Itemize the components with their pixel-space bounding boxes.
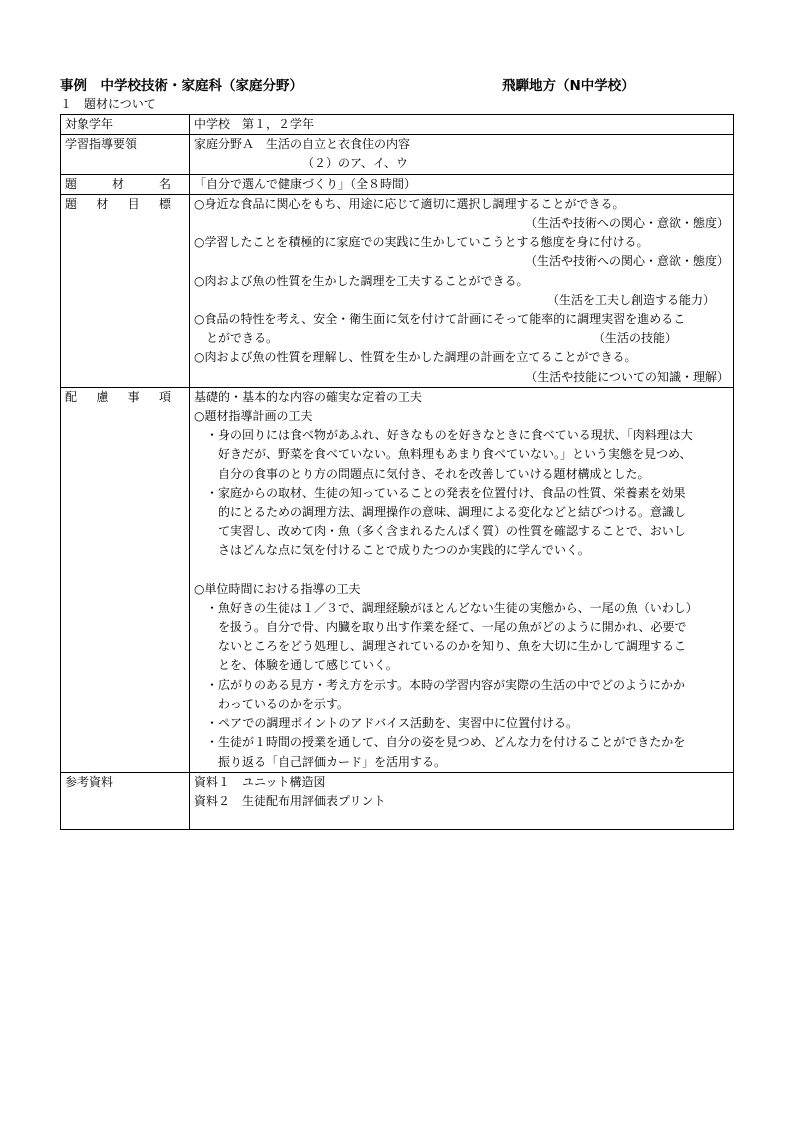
considerations-label	[61, 387, 190, 772]
guideline-line: 家庭分野Ａ 生活の自立と衣食住の内容	[194, 137, 411, 152]
bullet-line: ・広がりのある見方・考え方を示す。本時の学習内容が実際の生活の中でどのようにかか	[206, 677, 686, 692]
considerations-label-char: 事	[127, 389, 140, 404]
reference-item: 資料２ 生徒配布用評価表プリント	[194, 793, 386, 808]
goal-viewpoint: （生活の技能）	[592, 331, 677, 346]
bullet-line: ・家庭からの取材、生徒の知っていることの発表を位置付け、食品の性質、栄養素を効果	[206, 485, 686, 500]
bullet-item	[194, 599, 729, 676]
considerations-heading: 基礎的・基本的な内容の確実な定着の工夫	[194, 389, 423, 404]
goal-item: ○肉および魚の性質を理解し、性質を生かした調理の計画を立てることができる。	[194, 350, 637, 365]
lesson-plan-table	[60, 114, 734, 830]
bullet-line: わっているのかを示す。	[218, 696, 349, 711]
school-region: 飛騨地方（N中学校）	[502, 78, 635, 94]
goal-item: ○身近な食品に関心をもち、用途に応じて適切に選択し調理することができる。	[194, 196, 625, 211]
bullet-item	[194, 426, 729, 484]
considerations-label-char: 配	[65, 389, 78, 404]
subject-label-char: 題	[65, 176, 78, 191]
goal-item: ○学習したことを積極的に家庭での実践に生かしていこうとする態度を身に付ける。	[194, 235, 649, 250]
bullet-line: ・生徒が１時間の授業を通して、自分の姿を見つめ、どんな力を付けることができたかを	[206, 735, 686, 750]
references-label: 参考資料	[61, 772, 190, 829]
guideline-label: 学習指導要領	[61, 135, 190, 174]
bullet-line: とを、体験を通して感じていく。	[218, 658, 398, 673]
goal-item: ○肉および魚の性質を生かした調理を工夫することができる。	[194, 273, 529, 288]
goals-label	[61, 194, 190, 387]
page-header	[60, 74, 734, 92]
table-row-references	[61, 772, 734, 829]
document-title: 事例 中学校技術・家庭科（家庭分野）	[60, 78, 303, 94]
considerations-subheading: ○題材指導計画の工夫	[194, 409, 313, 424]
reference-item: 資料１ ユニット構造図	[194, 774, 326, 789]
bullet-line: さはどんな点に気を付けることで成りたつのか実践的に学んでいく。	[218, 543, 590, 558]
subject-label-char: 材	[111, 176, 124, 191]
subject-label	[61, 174, 190, 194]
goal-viewpoint: （生活や技術への関心・意欲・態度）	[524, 216, 729, 231]
table-row-guideline	[61, 135, 734, 174]
bullet-line: ないところをどう処理し、調理されているのかを知り、魚を大切に生かして調理するこ	[218, 639, 687, 654]
table-row-considerations	[61, 387, 734, 772]
bullet-item	[194, 714, 729, 733]
table-row-subject	[61, 174, 734, 194]
bullet-line: 自分の食事のとり方の問題点に気付き、それを改善していける題材構成とした。	[218, 466, 650, 481]
section-title: １ 題材について	[60, 97, 156, 111]
goal-viewpoint: （生活や技能についての知識・理解）	[525, 369, 729, 384]
bullet-item	[194, 484, 729, 561]
considerations-value	[190, 387, 734, 772]
subject-label-char: 名	[158, 176, 171, 191]
grade-value: 中学校 第１，２学年	[190, 115, 734, 135]
considerations-label-char: 慮	[96, 389, 109, 404]
bullet-line: ・身の回りには食べ物があふれ、好きなものを好きなときに食べている現状、「肉料理は大	[206, 428, 693, 443]
bullet-line: て実習し、改めて肉・魚（多く含まれるたんぱく質）の性質を確認することで、おいし	[218, 524, 686, 539]
goal-item-continued: とができる。	[206, 331, 279, 346]
goals-label-char: 材	[96, 196, 109, 211]
bullet-line: 振り返る「自己評価カード」を活用する。	[218, 754, 447, 769]
table-row-goals	[61, 194, 734, 387]
bullet-line: 好きだが、野菜を食べていない。魚料理もあまり食べていない。」という実態を見つめ、	[218, 447, 692, 462]
bullet-line: ・ペアでの調理ポイントのアドバイス活動を、実習中に位置付ける。	[206, 716, 579, 731]
grade-label: 対象学年	[61, 115, 190, 135]
table-row-grade	[61, 115, 734, 135]
bullet-line: 的にとるための調理方法、調理操作の意味、調理による変化などと結びつける。意識し	[218, 505, 687, 520]
subject-value: 「自分で選んで健康づくり」（全８時間）	[190, 174, 734, 194]
goals-value	[190, 194, 734, 387]
bullet-line: ・魚好きの生徒は１／３で、調理経験がほとんどない生徒の実態から、一尾の魚（いわし）	[206, 600, 698, 615]
goal-item: ○食品の特性を考え、安全・衛生面に気を付けて計画にそって能率的に調理実習を進めるこ	[194, 312, 686, 327]
considerations-label-char: 項	[158, 389, 171, 404]
spacer	[194, 561, 729, 580]
references-value	[190, 772, 734, 829]
bullet-item	[194, 733, 729, 771]
bullet-item	[194, 676, 729, 714]
goal-viewpoint: （生活を工夫し創造する能力）	[546, 292, 715, 307]
goals-label-char: 目	[127, 196, 140, 211]
considerations-subheading: ○単位時間における指導の工夫	[194, 581, 361, 596]
bullet-line: を扱う。自分で骨、内臓を取り出す作業を経て、一尾の魚がどのように開かれ、必要で	[218, 620, 687, 635]
goal-viewpoint: （生活や技術への関心・意欲・態度）	[524, 254, 729, 269]
goal-continuation	[194, 329, 729, 348]
goals-label-char: 題	[65, 196, 78, 211]
guideline-subline: （２）のア、イ、ウ	[302, 156, 408, 171]
goals-label-char: 標	[158, 196, 171, 211]
guideline-value	[190, 135, 734, 174]
